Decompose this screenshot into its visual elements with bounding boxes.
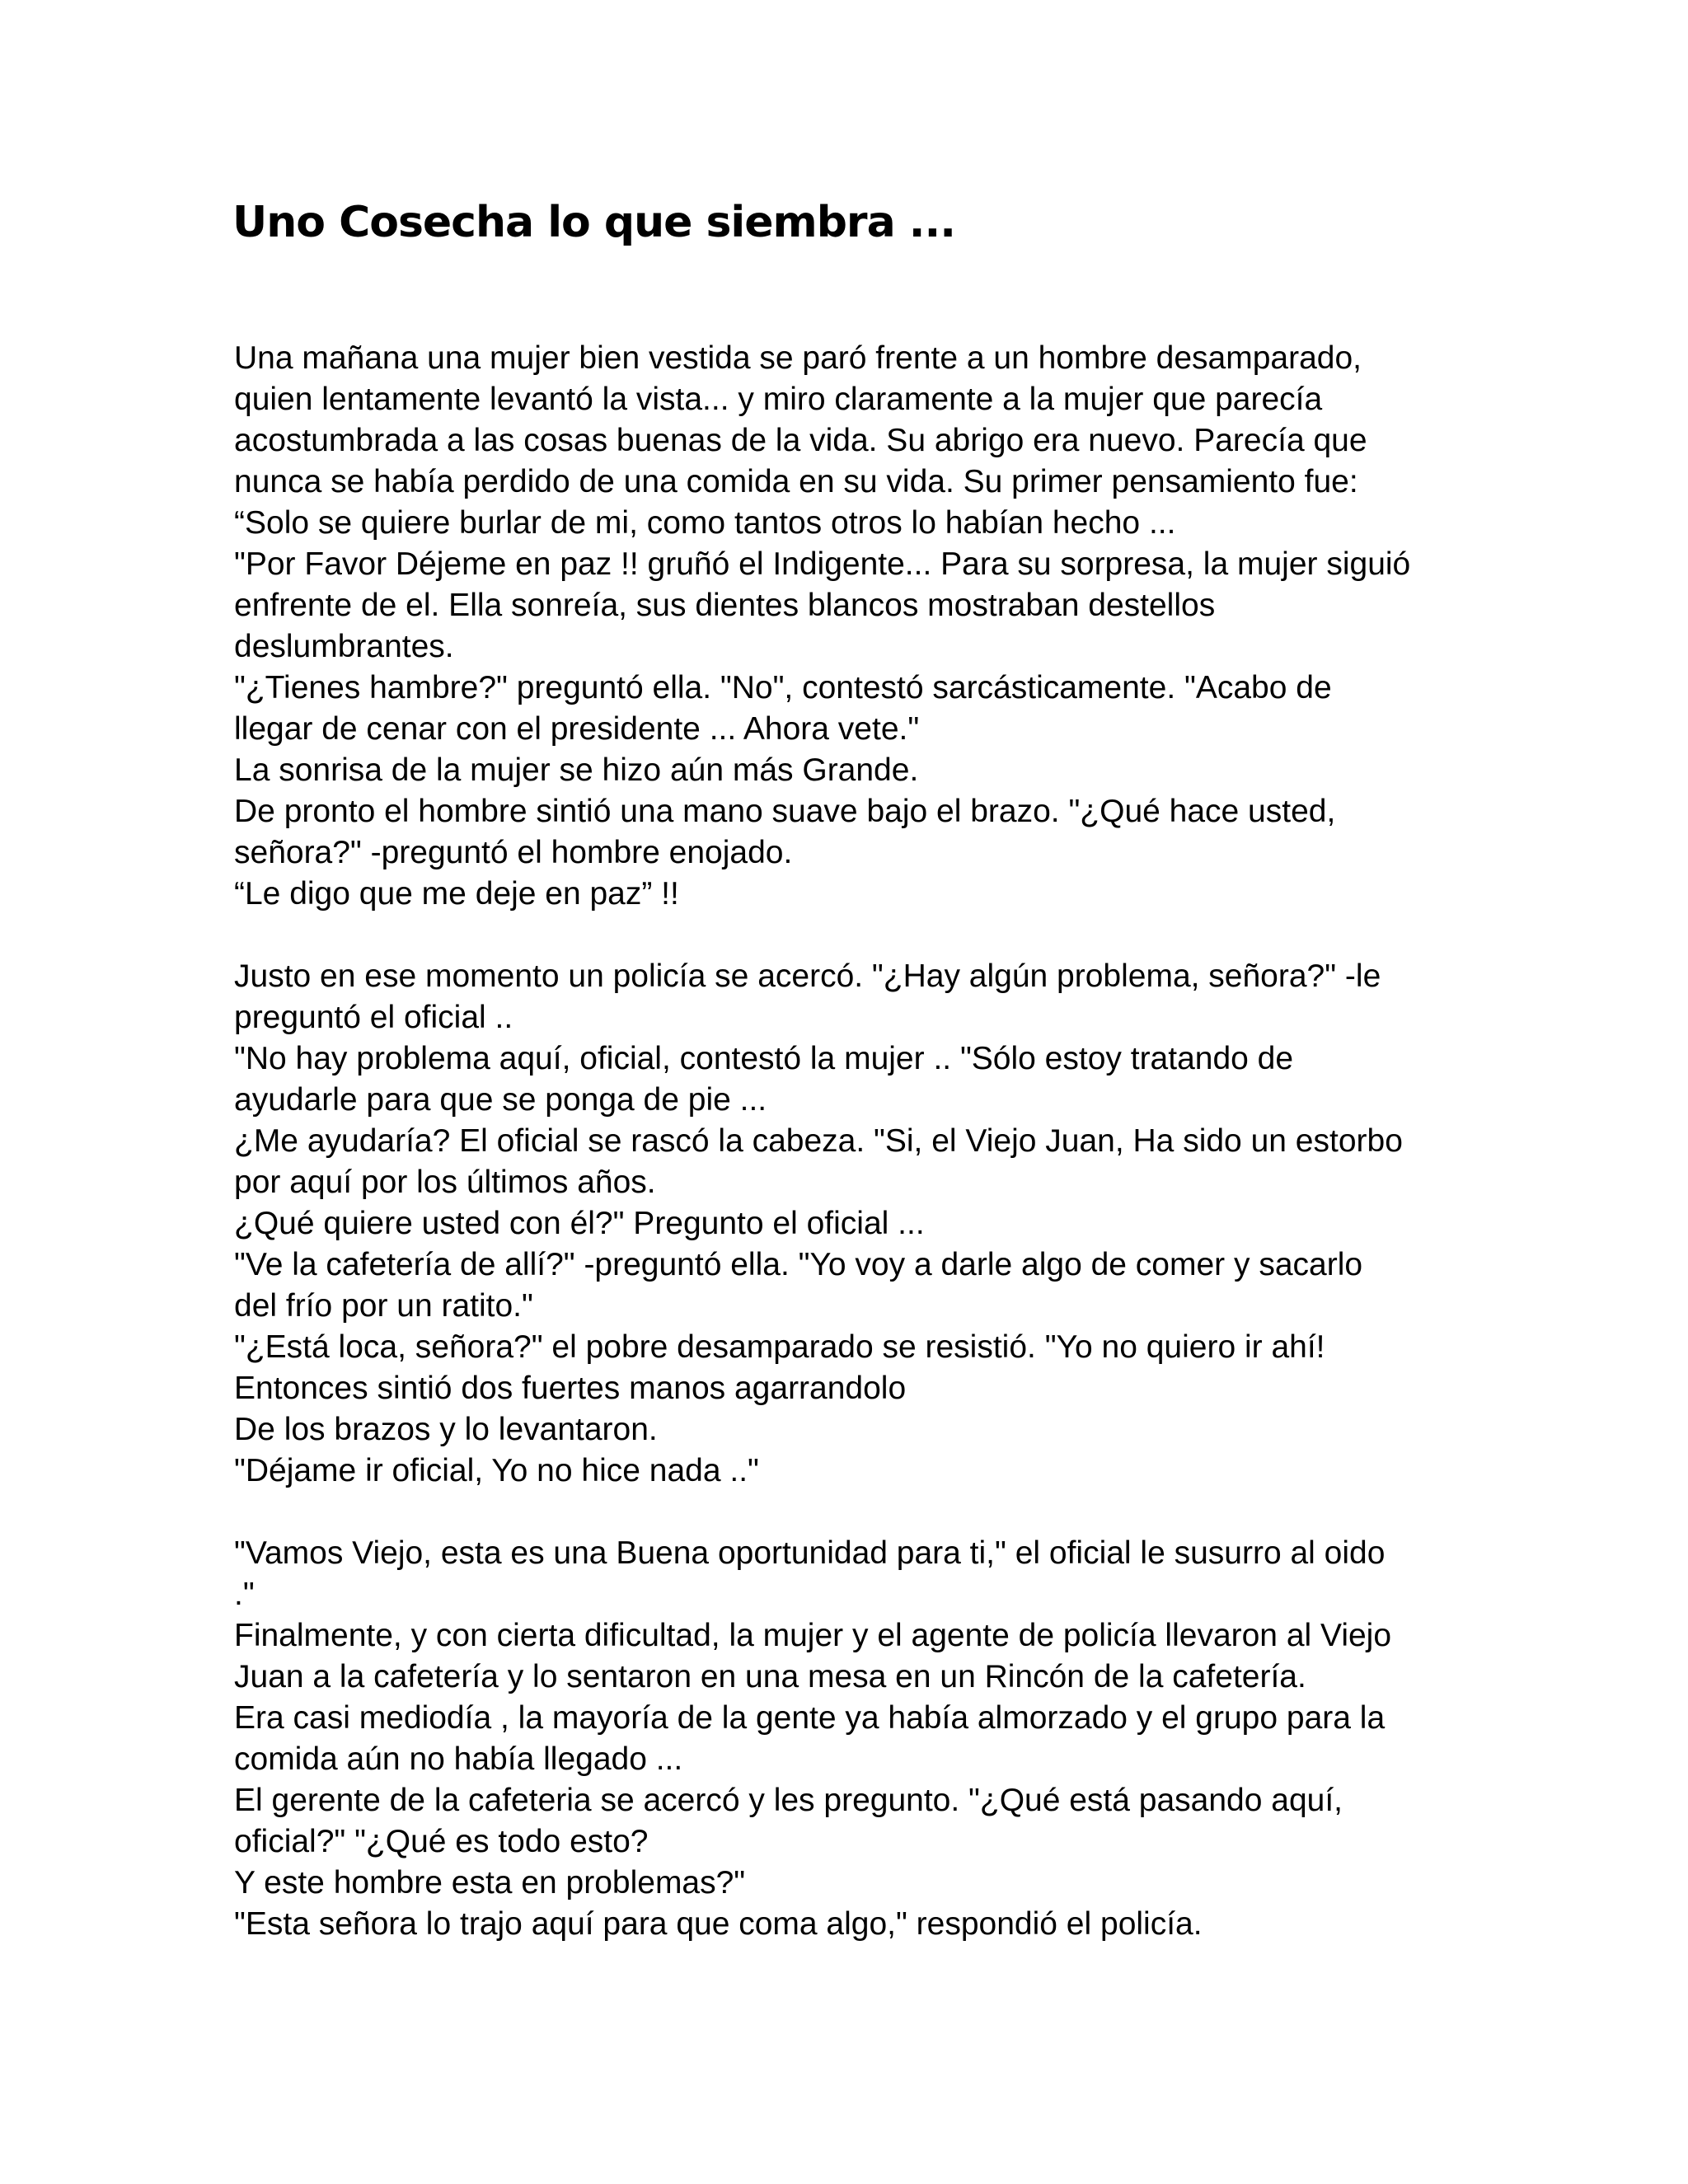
body-line: enfrente de el. Ella sonreía, sus dientes blancos mostraban destellos bbox=[234, 588, 1216, 623]
body-line: comida aún no había llegado ... bbox=[234, 1741, 683, 1777]
body-line: por aquí por los últimos años. bbox=[234, 1165, 656, 1200]
blank-line bbox=[234, 1492, 1520, 1533]
body-line: señora?" -preguntó el hombre enojado. bbox=[234, 835, 793, 870]
body-line: De pronto el hombre sintió una mano suave bajo el brazo. "¿Qué hace usted, bbox=[234, 794, 1336, 829]
body-line: "Vamos Viejo, esta es una Buena oportunidad para ti," el oficial le susurro al oido bbox=[234, 1535, 1386, 1571]
body-line: oficial?" "¿Qué es todo esto? bbox=[234, 1824, 649, 1859]
body-line: preguntó el oficial .. bbox=[234, 1000, 513, 1035]
body-line: “Le digo que me deje en paz” !! bbox=[234, 876, 679, 912]
body-line: "Esta señora lo trajo aquí para que coma algo," respondió el policía. bbox=[234, 1906, 1203, 1942]
body-line: Entonces sintió dos fuertes manos agarrandolo bbox=[234, 1371, 907, 1406]
body-line: Y este hombre esta en problemas?" bbox=[234, 1865, 746, 1900]
body-line: ayudarle para que se ponga de pie ... bbox=[234, 1082, 767, 1118]
document-body bbox=[234, 338, 1520, 1945]
body-line: "Ve la cafetería de allí?" -preguntó ella. "Yo voy a darle algo de comer y sacarlo bbox=[234, 1247, 1363, 1282]
body-line: Juan a la cafetería y lo sentaron en una mesa en un Rincón de la cafetería. bbox=[234, 1659, 1306, 1694]
body-line: "¿Está loca, señora?" el pobre desamparado se resistió. "Yo no quiero ir ahí! bbox=[234, 1329, 1325, 1365]
body-line: "Por Favor Déjeme en paz !! gruñó el Indigente... Para su sorpresa, la mujer siguió bbox=[234, 546, 1411, 582]
body-line: acostumbrada a las cosas buenas de la vida. Su abrigo era nuevo. Parecía que bbox=[234, 423, 1367, 458]
body-line: Finalmente, y con cierta dificultad, la mujer y el agente de policía llevaron al Viejo bbox=[234, 1618, 1392, 1653]
body-line: ." bbox=[234, 1577, 255, 1612]
body-line: “Solo se quiere burlar de mi, como tantos otros lo habían hecho ... bbox=[234, 505, 1176, 541]
body-line: De los brazos y lo levantaron. bbox=[234, 1412, 658, 1447]
body-line: Justo en ese momento un policía se acercó. "¿Hay algún problema, señora?" -le bbox=[234, 958, 1381, 994]
body-line: "Déjame ir oficial, Yo no hice nada .." bbox=[234, 1453, 759, 1488]
body-line: del frío por un ratito." bbox=[234, 1288, 533, 1324]
blank-line bbox=[234, 915, 1520, 956]
body-line: quien lentamente levantó la vista... y miro claramente a la mujer que parecía bbox=[234, 382, 1323, 417]
body-line: ¿Me ayudaría? El oficial se rascó la cabeza. "Si, el Viejo Juan, Ha sido un estorbo bbox=[234, 1123, 1403, 1159]
body-line: "¿Tienes hambre?" preguntó ella. "No", contestó sarcásticamente. "Acabo de bbox=[234, 670, 1332, 705]
body-line: llegar de cenar con el presidente ... Ahora vete." bbox=[234, 711, 920, 747]
body-line: ¿Qué quiere usted con él?" Pregunto el oficial ... bbox=[234, 1206, 925, 1241]
body-line: El gerente de la cafeteria se acercó y les pregunto. "¿Qué está pasando aquí, bbox=[234, 1783, 1343, 1818]
document-title: Uno Cosecha lo que siembra ... bbox=[232, 198, 956, 247]
body-line: La sonrisa de la mujer se hizo aún más Grande. bbox=[234, 752, 919, 788]
body-line: nunca se había perdido de una comida en su vida. Su primer pensamiento fue: bbox=[234, 464, 1358, 499]
body-line: deslumbrantes. bbox=[234, 629, 454, 664]
body-line: Era casi mediodía , la mayoría de la gente ya había almorzado y el grupo para la bbox=[234, 1700, 1386, 1736]
body-line: Una mañana una mujer bien vestida se paró frente a un hombre desamparado, bbox=[234, 340, 1362, 376]
body-line: "No hay problema aquí, oficial, contestó la mujer .. "Sólo estoy tratando de bbox=[234, 1041, 1294, 1076]
